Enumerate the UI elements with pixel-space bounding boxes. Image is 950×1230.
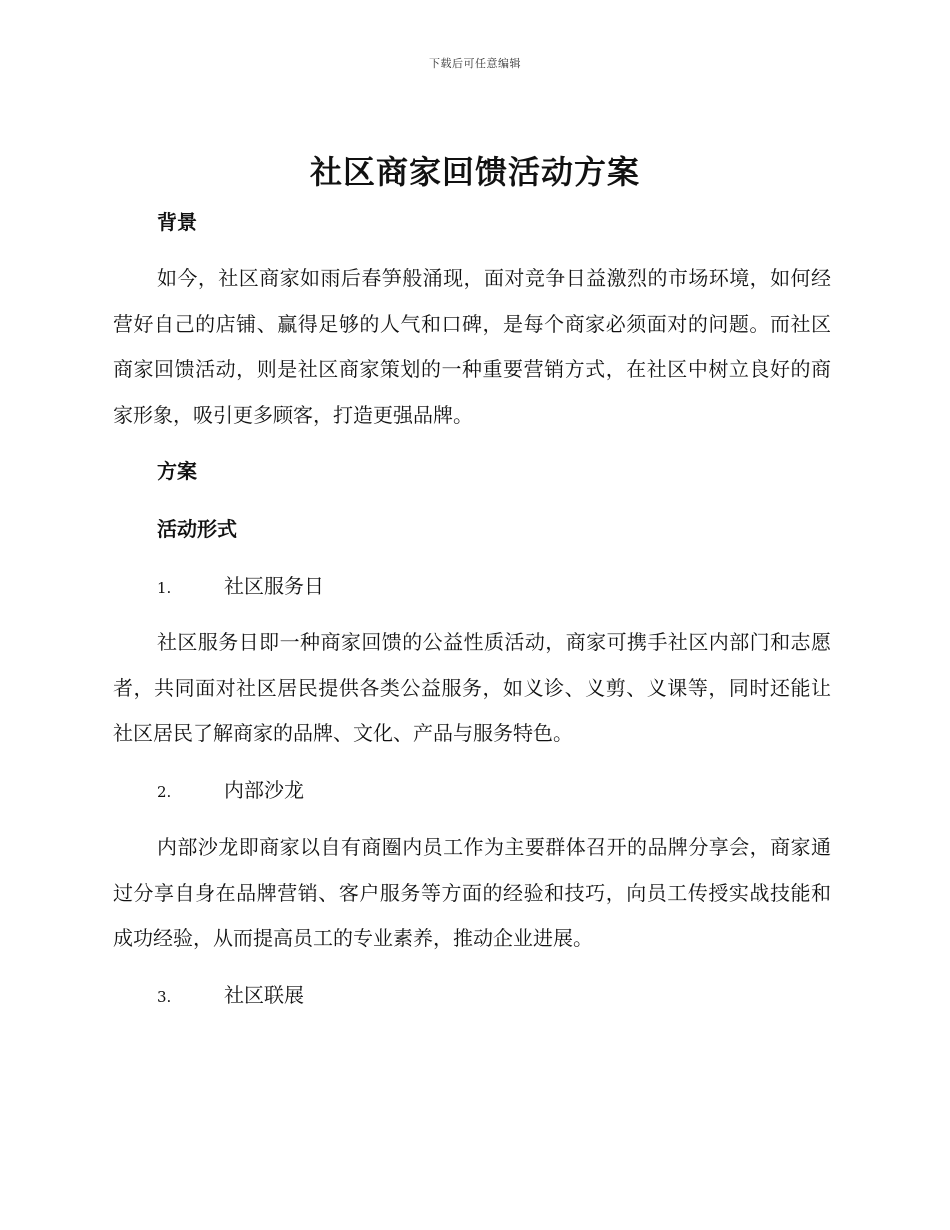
list-item-number: 3. xyxy=(157,988,172,1006)
list-item-label: 社区服务日 xyxy=(224,574,324,598)
list-item-3 xyxy=(157,981,304,1011)
list-item-2 xyxy=(157,776,304,806)
document-title: 社区商家回馈活动方案 xyxy=(309,153,640,191)
section-heading-background: 背景 xyxy=(157,210,197,234)
paragraph-item-1: 社区服务日即一种商家回馈的公益性质活动，商家可携手社区内部门和志愿者，共同面对社区居民提供各类公益服务，如义诊、义剪、义课等，同时还能让社区居民了解商家的品牌、文化、产品与服务特色。 xyxy=(113,630,831,745)
list-item-number: 1. xyxy=(157,579,172,597)
section-heading-activity-form: 活动形式 xyxy=(157,517,237,541)
list-item-1 xyxy=(157,572,324,602)
list-item-label: 内部沙龙 xyxy=(224,778,304,802)
paragraph-background: 如今，社区商家如雨后春笋般涌现，面对竞争日益激烈的市场环境，如何经营好自己的店铺、赢得足够的人气和口碑，是每个商家必须面对的问题。而社区商家回馈活动，则是社区商家策划的一种重要营销方式，在社区中树立良好的商家形象，吸引更多顾客，打造更强品牌。 xyxy=(113,266,831,427)
paragraph-item-2: 内部沙龙即商家以自有商圈内员工作为主要群体召开的品牌分享会，商家通过分享自身在品牌营销、客户服务等方面的经验和技巧，向员工传授实战技能和成功经验，从而提高员工的专业素养，推动企业进展。 xyxy=(113,835,831,950)
section-heading-plan: 方案 xyxy=(157,459,197,483)
list-item-number: 2. xyxy=(157,783,172,801)
list-item-label: 社区联展 xyxy=(224,983,304,1007)
header-note: 下载后可任意编辑 xyxy=(429,57,521,70)
